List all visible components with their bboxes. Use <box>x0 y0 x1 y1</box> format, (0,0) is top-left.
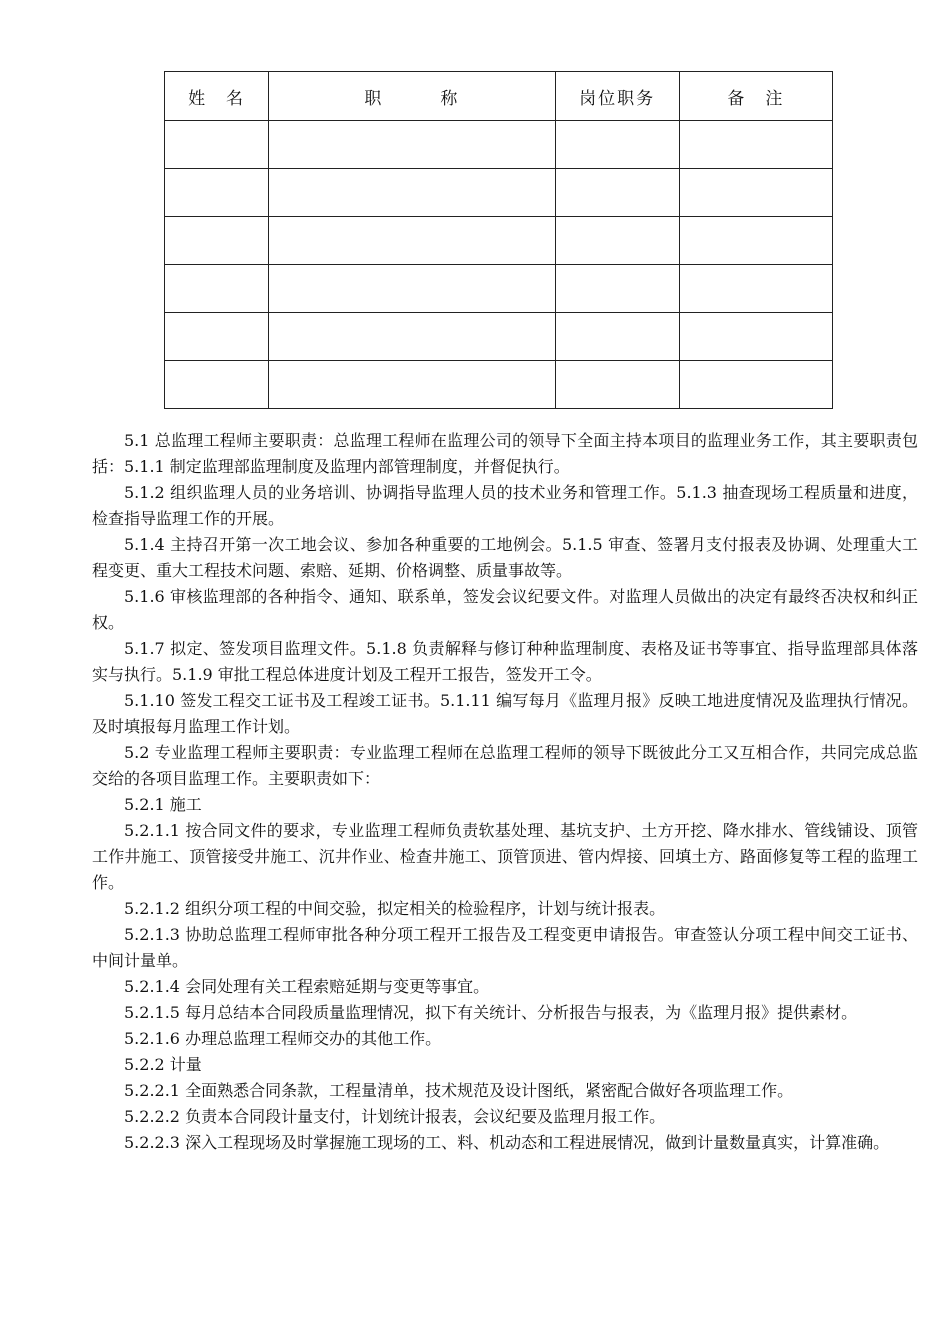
table-row <box>165 313 833 361</box>
paragraph-5-2-2-1: 5.2.2.1 全面熟悉合同条款，工程量清单，技术规范及设计图纸，紧密配合做好各项监理工作。 <box>124 1081 794 1100</box>
table-cell[interactable] <box>165 361 269 409</box>
paragraph-5-2-1-6: 5.2.1.6 办理总监理工程师交办的其他工作。 <box>124 1029 442 1048</box>
table-header-row <box>165 72 833 121</box>
table-cell[interactable] <box>269 265 555 313</box>
heading-5-2-2: 5.2.2 计量 <box>124 1055 202 1074</box>
table-cell[interactable] <box>555 217 679 265</box>
table-cell[interactable] <box>555 265 679 313</box>
staff-table <box>164 71 833 409</box>
table-cell[interactable] <box>165 169 269 217</box>
table-cell[interactable] <box>679 169 832 217</box>
table-row <box>165 217 833 265</box>
paragraph-5-2-1-5: 5.2.1.5 每月总结本合同段质量监理情况，拟下有关统计、分析报告与报表，为《监理月报》提供素材。 <box>124 1003 858 1022</box>
header-title: 职 称 <box>269 72 555 121</box>
paragraph-5-2-1-2: 5.2.1.2 组织分项工程的中间交验，拟定相关的检验程序，计划与统计报表。 <box>124 899 666 918</box>
table-cell[interactable] <box>269 169 555 217</box>
table-cell[interactable] <box>679 217 832 265</box>
table-cell[interactable] <box>555 361 679 409</box>
table-cell[interactable] <box>555 313 679 361</box>
body-text <box>92 428 918 1156</box>
table-cell[interactable] <box>555 121 679 169</box>
table-cell[interactable] <box>679 313 832 361</box>
table-cell[interactable] <box>555 169 679 217</box>
paragraph-5-1-6: 5.1.6 审核监理部的各种指令、通知、联系单，签发会议纪要文件。对监理人员做出的决定有最终否决权和纠正权。 <box>92 587 918 632</box>
table-row <box>165 265 833 313</box>
table-row <box>165 361 833 409</box>
paragraph-5-1-10: 5.1.10 签发工程交工证书及工程竣工证书。5.1.11 编写每月《监理月报》反映工地进度情况及监理执行情况。及时填报每月监理工作计划。 <box>92 691 918 736</box>
table-cell[interactable] <box>269 313 555 361</box>
paragraph-5-2: 5.2 专业监理工程师主要职责：专业监理工程师在总监理工程师的领导下既彼此分工又互相合作，共同完成总监交给的各项目监理工作。主要职责如下： <box>92 743 918 788</box>
table-cell[interactable] <box>269 361 555 409</box>
paragraph-5-1-2: 5.1.2 组织监理人员的业务培训、协调指导监理人员的技术业务和管理工作。5.1.3 抽查现场工程质量和进度，检查指导监理工作的开展。 <box>92 483 918 528</box>
table-cell[interactable] <box>165 121 269 169</box>
table-cell[interactable] <box>679 265 832 313</box>
table-cell[interactable] <box>269 217 555 265</box>
table-row <box>165 121 833 169</box>
header-post: 岗位职务 <box>555 72 679 121</box>
table-cell[interactable] <box>165 265 269 313</box>
header-name: 姓 名 <box>165 72 269 121</box>
paragraph-5-2-2-3: 5.2.2.3 深入工程现场及时掌握施工现场的工、料、机动态和工程进展情况，做到计量数量真实，计算准确。 <box>124 1133 890 1152</box>
table-cell[interactable] <box>269 121 555 169</box>
paragraph-5-1-4: 5.1.4 主持召开第一次工地会议、参加各种重要的工地例会。5.1.5 审查、签署月支付报表及协调、处理重大工程变更、重大工程技术问题、索赔、延期、价格调整、质量事故等。 <box>92 535 918 580</box>
table-cell[interactable] <box>679 361 832 409</box>
paragraph-5-1: 5.1 总监理工程师主要职责：总监理工程师在监理公司的领导下全面主持本项目的监理业务工作，其主要职责包括：5.1.1 制定监理部监理制度及监理内部管理制度，并督促执行。 <box>92 431 918 476</box>
table-cell[interactable] <box>165 313 269 361</box>
table-row <box>165 169 833 217</box>
paragraph-5-2-1-1: 5.2.1.1 按合同文件的要求，专业监理工程师负责软基处理、基坑支护、土方开挖、降水排水、管线铺设、顶管工作井施工、顶管接受井施工、沉井作业、检查井施工、顶管顶进、管内焊接、回填土方、路面修复等工程的监理工作。 <box>92 821 918 892</box>
paragraph-5-2-1-3: 5.2.1.3 协助总监理工程师审批各种分项工程开工报告及工程变更申请报告。审查签认分项工程中间交工证书、中间计量单。 <box>92 925 918 970</box>
paragraph-5-1-7: 5.1.7 拟定、签发项目监理文件。5.1.8 负责解释与修订种种监理制度、表格及证书等事宜、指导监理部具体落实与执行。5.1.9 审批工程总体进度计划及工程开工报告，签发开工令。 <box>92 639 918 684</box>
heading-5-2-1: 5.2.1 施工 <box>124 795 202 814</box>
table-cell[interactable] <box>679 121 832 169</box>
paragraph-5-2-1-4: 5.2.1.4 会同处理有关工程索赔延期与变更等事宜。 <box>124 977 490 996</box>
paragraph-5-2-2-2: 5.2.2.2 负责本合同段计量支付，计划统计报表，会议纪要及监理月报工作。 <box>124 1107 666 1126</box>
table-cell[interactable] <box>165 217 269 265</box>
header-note: 备 注 <box>679 72 832 121</box>
